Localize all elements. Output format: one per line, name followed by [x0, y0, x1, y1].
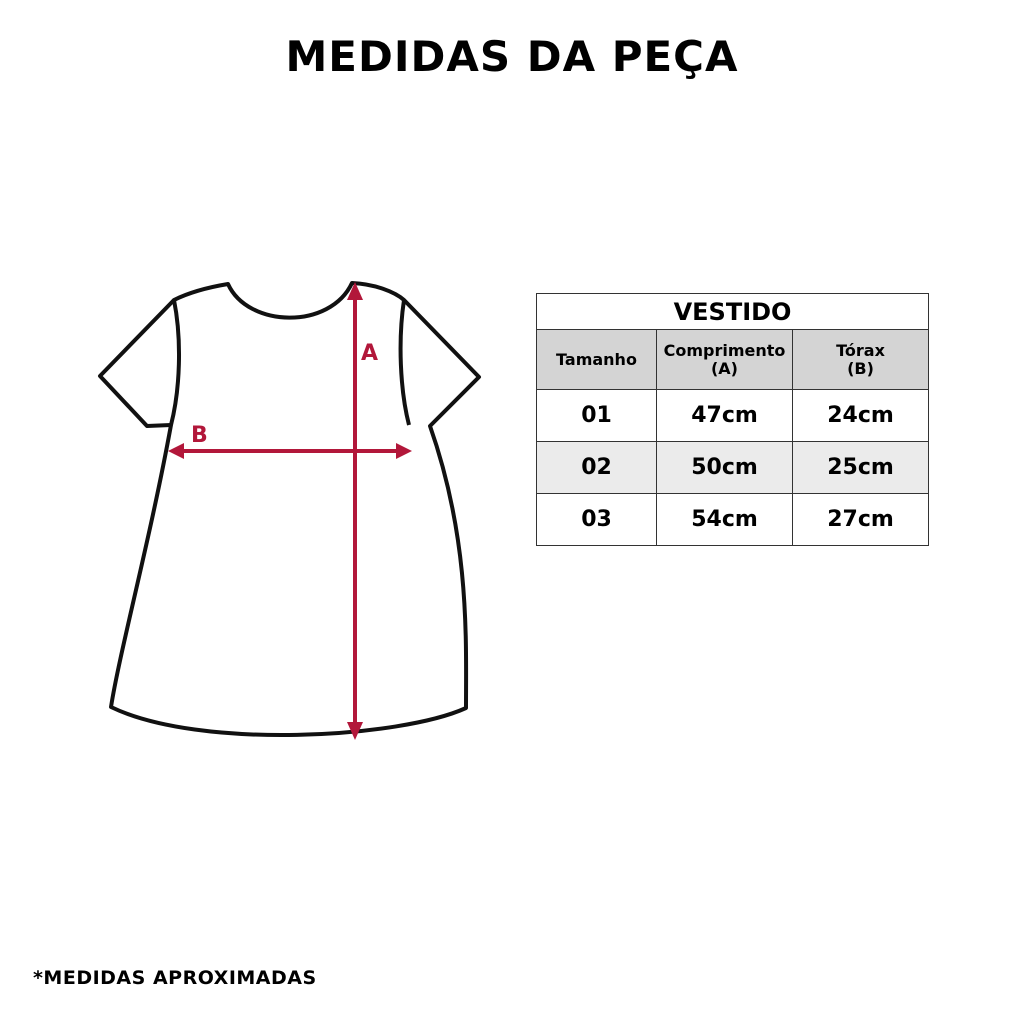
column-header-size-label: Tamanho	[556, 349, 637, 369]
size-cell: 03	[537, 494, 657, 546]
size-cell: 01	[537, 390, 657, 442]
size-cell: 02	[537, 442, 657, 494]
chest-cell: 27cm	[793, 494, 929, 546]
arrow-b-label: B	[191, 423, 208, 448]
dress-outline	[100, 283, 479, 735]
size-table	[536, 293, 929, 546]
table-row	[537, 390, 929, 442]
chest-cell: 24cm	[793, 390, 929, 442]
column-header-length-sub: (A)	[710, 358, 738, 378]
page-title: MEDIDAS DA PEÇA	[285, 32, 739, 81]
arrow-a-label: A	[361, 341, 379, 366]
length-cell: 47cm	[657, 390, 793, 442]
chest-cell: 25cm	[793, 442, 929, 494]
column-header-chest-label: Tórax	[836, 340, 885, 360]
column-header-chest	[793, 330, 929, 390]
length-cell: 50cm	[657, 442, 793, 494]
table-header-row	[537, 330, 929, 390]
column-header-length-label: Comprimento	[663, 340, 786, 360]
length-cell: 54cm	[657, 494, 793, 546]
column-header-size	[537, 330, 657, 390]
column-header-chest-sub: (B)	[847, 358, 874, 378]
column-header-length	[657, 330, 793, 390]
table-title: VESTIDO	[537, 294, 929, 330]
footnote: *MEDIDAS APROXIMADAS	[33, 967, 317, 989]
table-row	[537, 442, 929, 494]
table-row	[537, 494, 929, 546]
